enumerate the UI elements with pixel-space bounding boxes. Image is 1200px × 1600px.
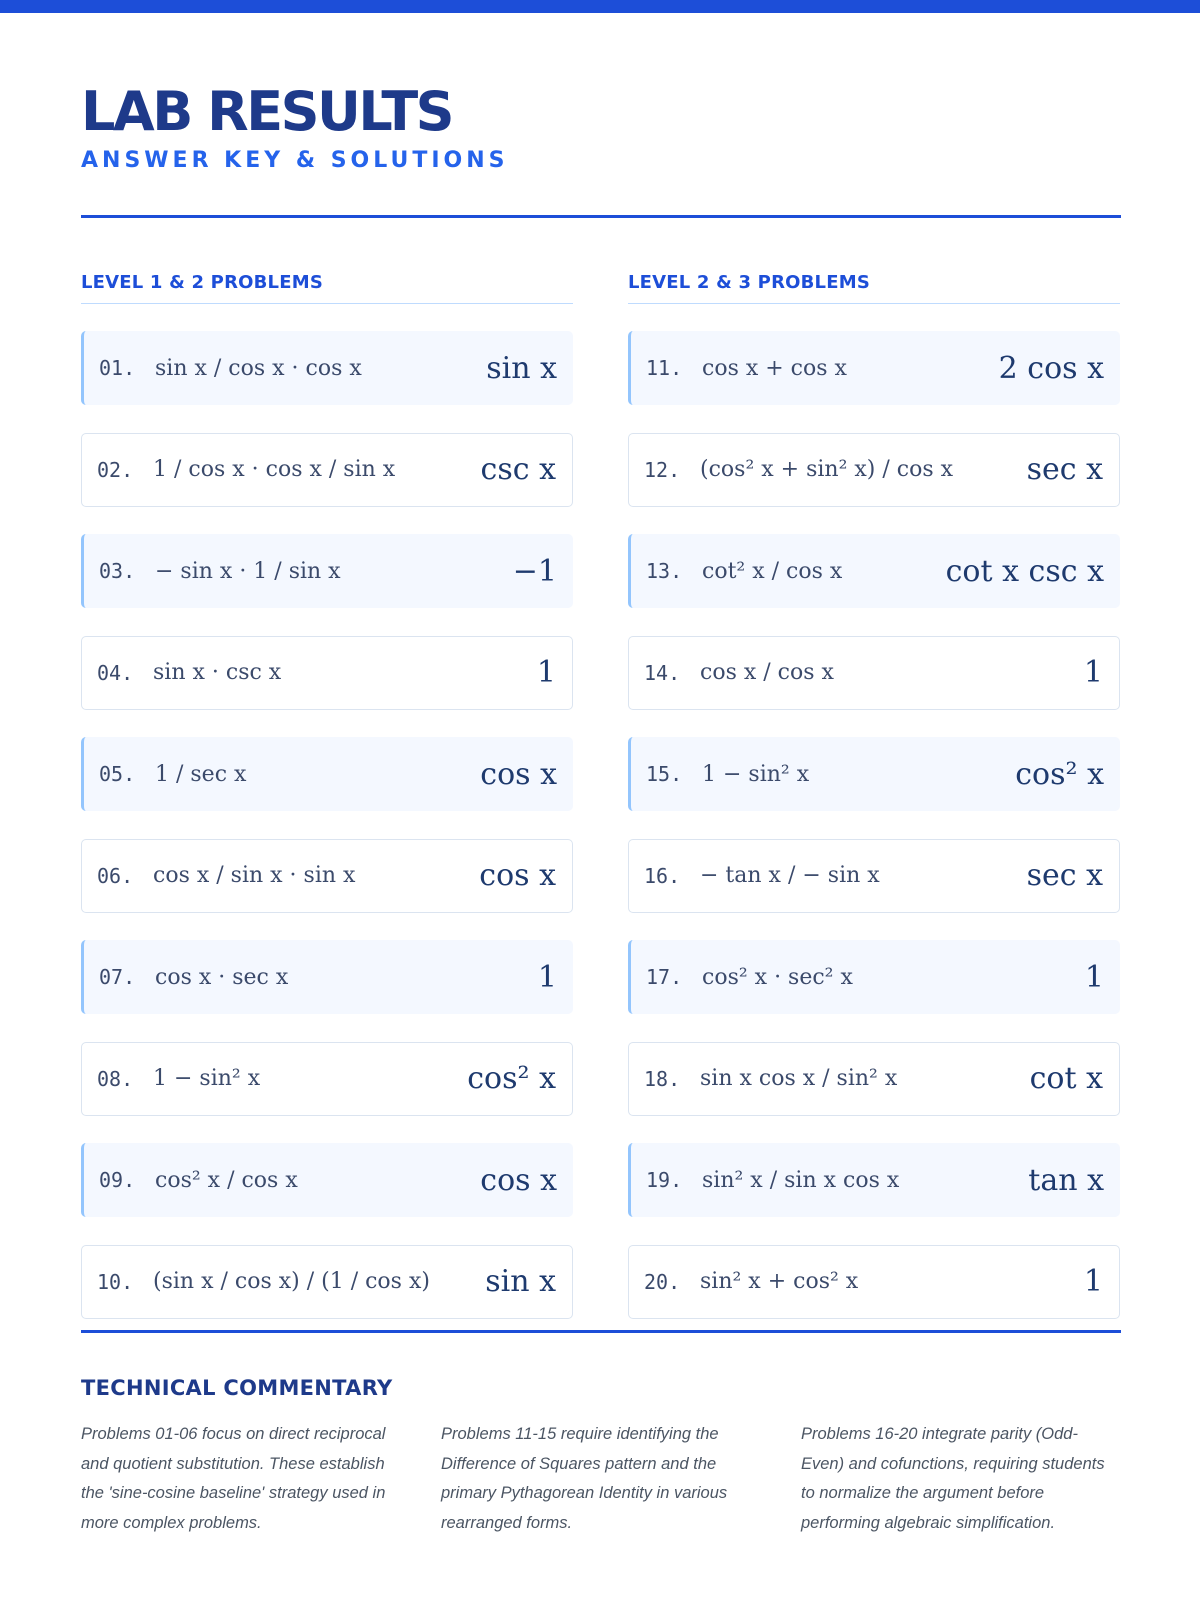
problem-row xyxy=(628,331,1120,405)
problem-expression: 1 / sec x xyxy=(155,761,247,787)
problem-number: 09. xyxy=(99,1168,136,1192)
page-header xyxy=(81,82,509,173)
problem-number: 11. xyxy=(646,356,683,380)
problem-expression: − tan x / − sin x xyxy=(700,863,880,888)
problem-row xyxy=(628,1245,1120,1319)
left-problem-column xyxy=(81,272,573,1346)
problem-row xyxy=(628,737,1120,811)
problem-answer: 1 xyxy=(1083,1264,1103,1299)
problem-row xyxy=(81,636,573,710)
problem-number: 17. xyxy=(646,965,683,989)
problem-row xyxy=(628,1042,1120,1116)
problem-number: 16. xyxy=(644,863,681,888)
problem-answer: cot x xyxy=(1029,1061,1103,1096)
problem-answer: 2 cos x xyxy=(998,350,1104,386)
problem-answer: cos² x xyxy=(1015,756,1104,792)
problem-number: 12. xyxy=(644,457,681,482)
problem-expression: sin² x / sin x cos x xyxy=(702,1167,900,1193)
problem-answer: sin x xyxy=(485,1264,556,1299)
problem-number: 06. xyxy=(97,863,134,888)
page-title: LAB RESULTS xyxy=(81,80,453,143)
problem-answer: −1 xyxy=(512,553,557,589)
problem-expression: cos² x / cos x xyxy=(155,1167,298,1193)
problem-expression: cos x + cos x xyxy=(702,355,847,381)
right-problem-list xyxy=(628,331,1120,1319)
problem-row xyxy=(81,737,573,811)
problem-expression: 1 − sin² x xyxy=(153,1066,261,1091)
commentary-paragraph: Problems 01-06 focus on direct reciprocal and quotient substitution. These establish the 'sine-cosine baseline' strategy used in more complex problems. xyxy=(81,1425,386,1532)
problem-expression: cos x / cos x xyxy=(700,660,834,685)
left-column-title: LEVEL 1 & 2 PROBLEMS xyxy=(81,272,573,304)
problem-row xyxy=(628,433,1120,507)
problem-number: 03. xyxy=(99,559,136,583)
top-accent-bar xyxy=(0,0,1200,13)
right-problem-column xyxy=(628,272,1120,1346)
problem-expression: cot² x / cos x xyxy=(702,558,843,584)
technical-commentary xyxy=(81,1376,1121,1538)
commentary-title: TECHNICAL COMMENTARY xyxy=(81,1376,393,1400)
problem-expression: (sin x / cos x) / (1 / cos x) xyxy=(153,1269,430,1294)
commentary-paragraph: Problems 16-20 integrate parity (Odd-Even) and cofunctions, requiring students to normalize the argument before performing algebraic simplification. xyxy=(801,1425,1105,1532)
problem-row xyxy=(81,1042,573,1116)
problem-row xyxy=(81,1245,573,1319)
problem-row xyxy=(81,534,573,608)
problem-expression: − sin x · 1 / sin x xyxy=(155,558,341,584)
page-subtitle: ANSWER KEY & SOLUTIONS xyxy=(81,148,509,173)
commentary-paragraph: Problems 11-15 require identifying the Difference of Squares pattern and the primary Pythagorean Identity in various rearranged forms. xyxy=(441,1425,728,1532)
right-column-title: LEVEL 2 & 3 PROBLEMS xyxy=(628,272,1120,304)
problem-answer: cos x xyxy=(480,756,557,792)
problem-row xyxy=(628,636,1120,710)
problem-answer: 1 xyxy=(537,959,557,995)
problem-answer: sec x xyxy=(1026,452,1103,487)
problem-number: 15. xyxy=(646,762,683,786)
problem-answer: cos x xyxy=(480,1162,557,1198)
problem-row xyxy=(81,1143,573,1217)
problem-row xyxy=(628,839,1120,913)
problem-number: 19. xyxy=(646,1168,683,1192)
problem-number: 04. xyxy=(97,660,134,685)
left-problem-list xyxy=(81,331,573,1319)
problem-expression: 1 / cos x · cos x / sin x xyxy=(153,457,396,482)
problem-expression: sin x / cos x · cos x xyxy=(155,355,362,381)
problem-number: 05. xyxy=(99,762,136,786)
problem-number: 20. xyxy=(644,1269,681,1294)
problem-answer: sec x xyxy=(1026,858,1103,893)
problem-expression: sin² x + cos² x xyxy=(700,1269,859,1294)
problem-row xyxy=(628,1143,1120,1217)
problem-answer: 1 xyxy=(1083,655,1103,690)
problem-row xyxy=(628,534,1120,608)
problem-answer: cos² x xyxy=(467,1061,556,1096)
problem-number: 08. xyxy=(97,1066,134,1091)
problem-expression: cos x · sec x xyxy=(155,964,289,990)
problem-number: 13. xyxy=(646,559,683,583)
problem-row xyxy=(81,940,573,1014)
problem-expression: 1 − sin² x xyxy=(702,761,810,787)
problem-answer: csc x xyxy=(480,452,556,487)
problem-number: 10. xyxy=(97,1269,134,1294)
problem-expression: (cos² x + sin² x) / cos x xyxy=(700,457,954,482)
commentary-divider xyxy=(81,1330,1121,1333)
problem-expression: cos x / sin x · sin x xyxy=(153,863,356,888)
header-divider xyxy=(81,215,1121,218)
problem-expression: sin x cos x / sin² x xyxy=(700,1066,898,1091)
problem-expression: cos² x · sec² x xyxy=(702,964,853,990)
problem-row xyxy=(81,433,573,507)
problem-answer: 1 xyxy=(536,655,556,690)
problem-expression: sin x · csc x xyxy=(153,660,282,685)
problem-number: 02. xyxy=(97,457,134,482)
problem-answer: cos x xyxy=(479,858,556,893)
problem-number: 18. xyxy=(644,1066,681,1091)
problem-answer: tan x xyxy=(1028,1162,1104,1198)
problem-number: 07. xyxy=(99,965,136,989)
problem-row xyxy=(81,331,573,405)
problem-number: 01. xyxy=(99,356,136,380)
problem-number: 14. xyxy=(644,660,681,685)
problem-answer: sin x xyxy=(486,350,557,386)
problem-row xyxy=(81,839,573,913)
problem-answer: 1 xyxy=(1084,959,1104,995)
problem-row xyxy=(628,940,1120,1014)
problem-answer: cot x csc x xyxy=(945,553,1104,589)
